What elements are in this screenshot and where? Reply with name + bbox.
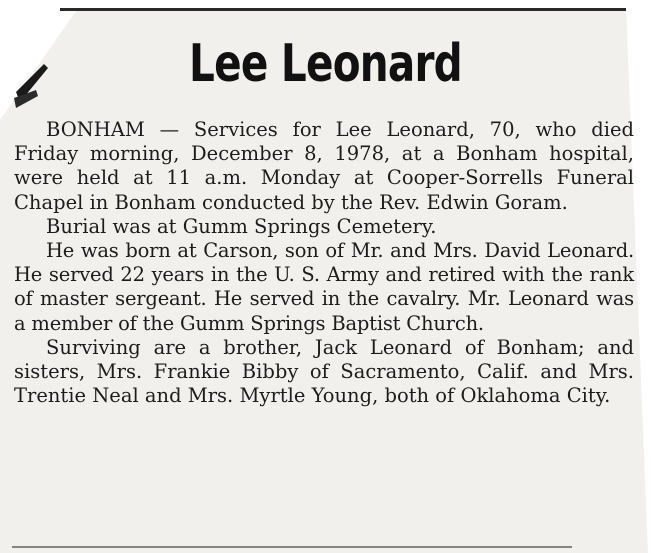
obituary-headline: Lee Leonard bbox=[189, 34, 462, 94]
obituary-body bbox=[14, 118, 634, 408]
top-rule bbox=[60, 8, 626, 11]
paragraph-burial: Burial was at Gumm Springs Cemetery. bbox=[46, 214, 437, 238]
torn-corner-mark-icon bbox=[14, 62, 48, 112]
paragraph-biography: He was born at Carson, son of Mr. and Mrs. David Leonard. He served 22 years in the U. S. Army and retired with the rank of master sergeant. He served in the cavalry. Mr. Leonard was a member of the Gumm Springs Baptist Church. bbox=[14, 239, 634, 335]
paragraph-services: BONHAM — Services for Lee Leonard, 70, who died Friday morning, December 8, 1978, at a Bonham hospital, were held at 11 a.m. Monday at Cooper-Sorrells Funeral Chapel in Bonham conducted by the Rev. Edwin Goram. bbox=[14, 118, 634, 214]
paragraph-survivors: Surviving are a brother, Jack Leonard of Bonham; and sisters, Mrs. Frankie Bibby of Sacramento, Calif. and Mrs. Trentie Neal and Mrs. Myrtle Young, both of Oklahoma City. bbox=[14, 335, 634, 408]
bottom-rule bbox=[12, 546, 572, 548]
